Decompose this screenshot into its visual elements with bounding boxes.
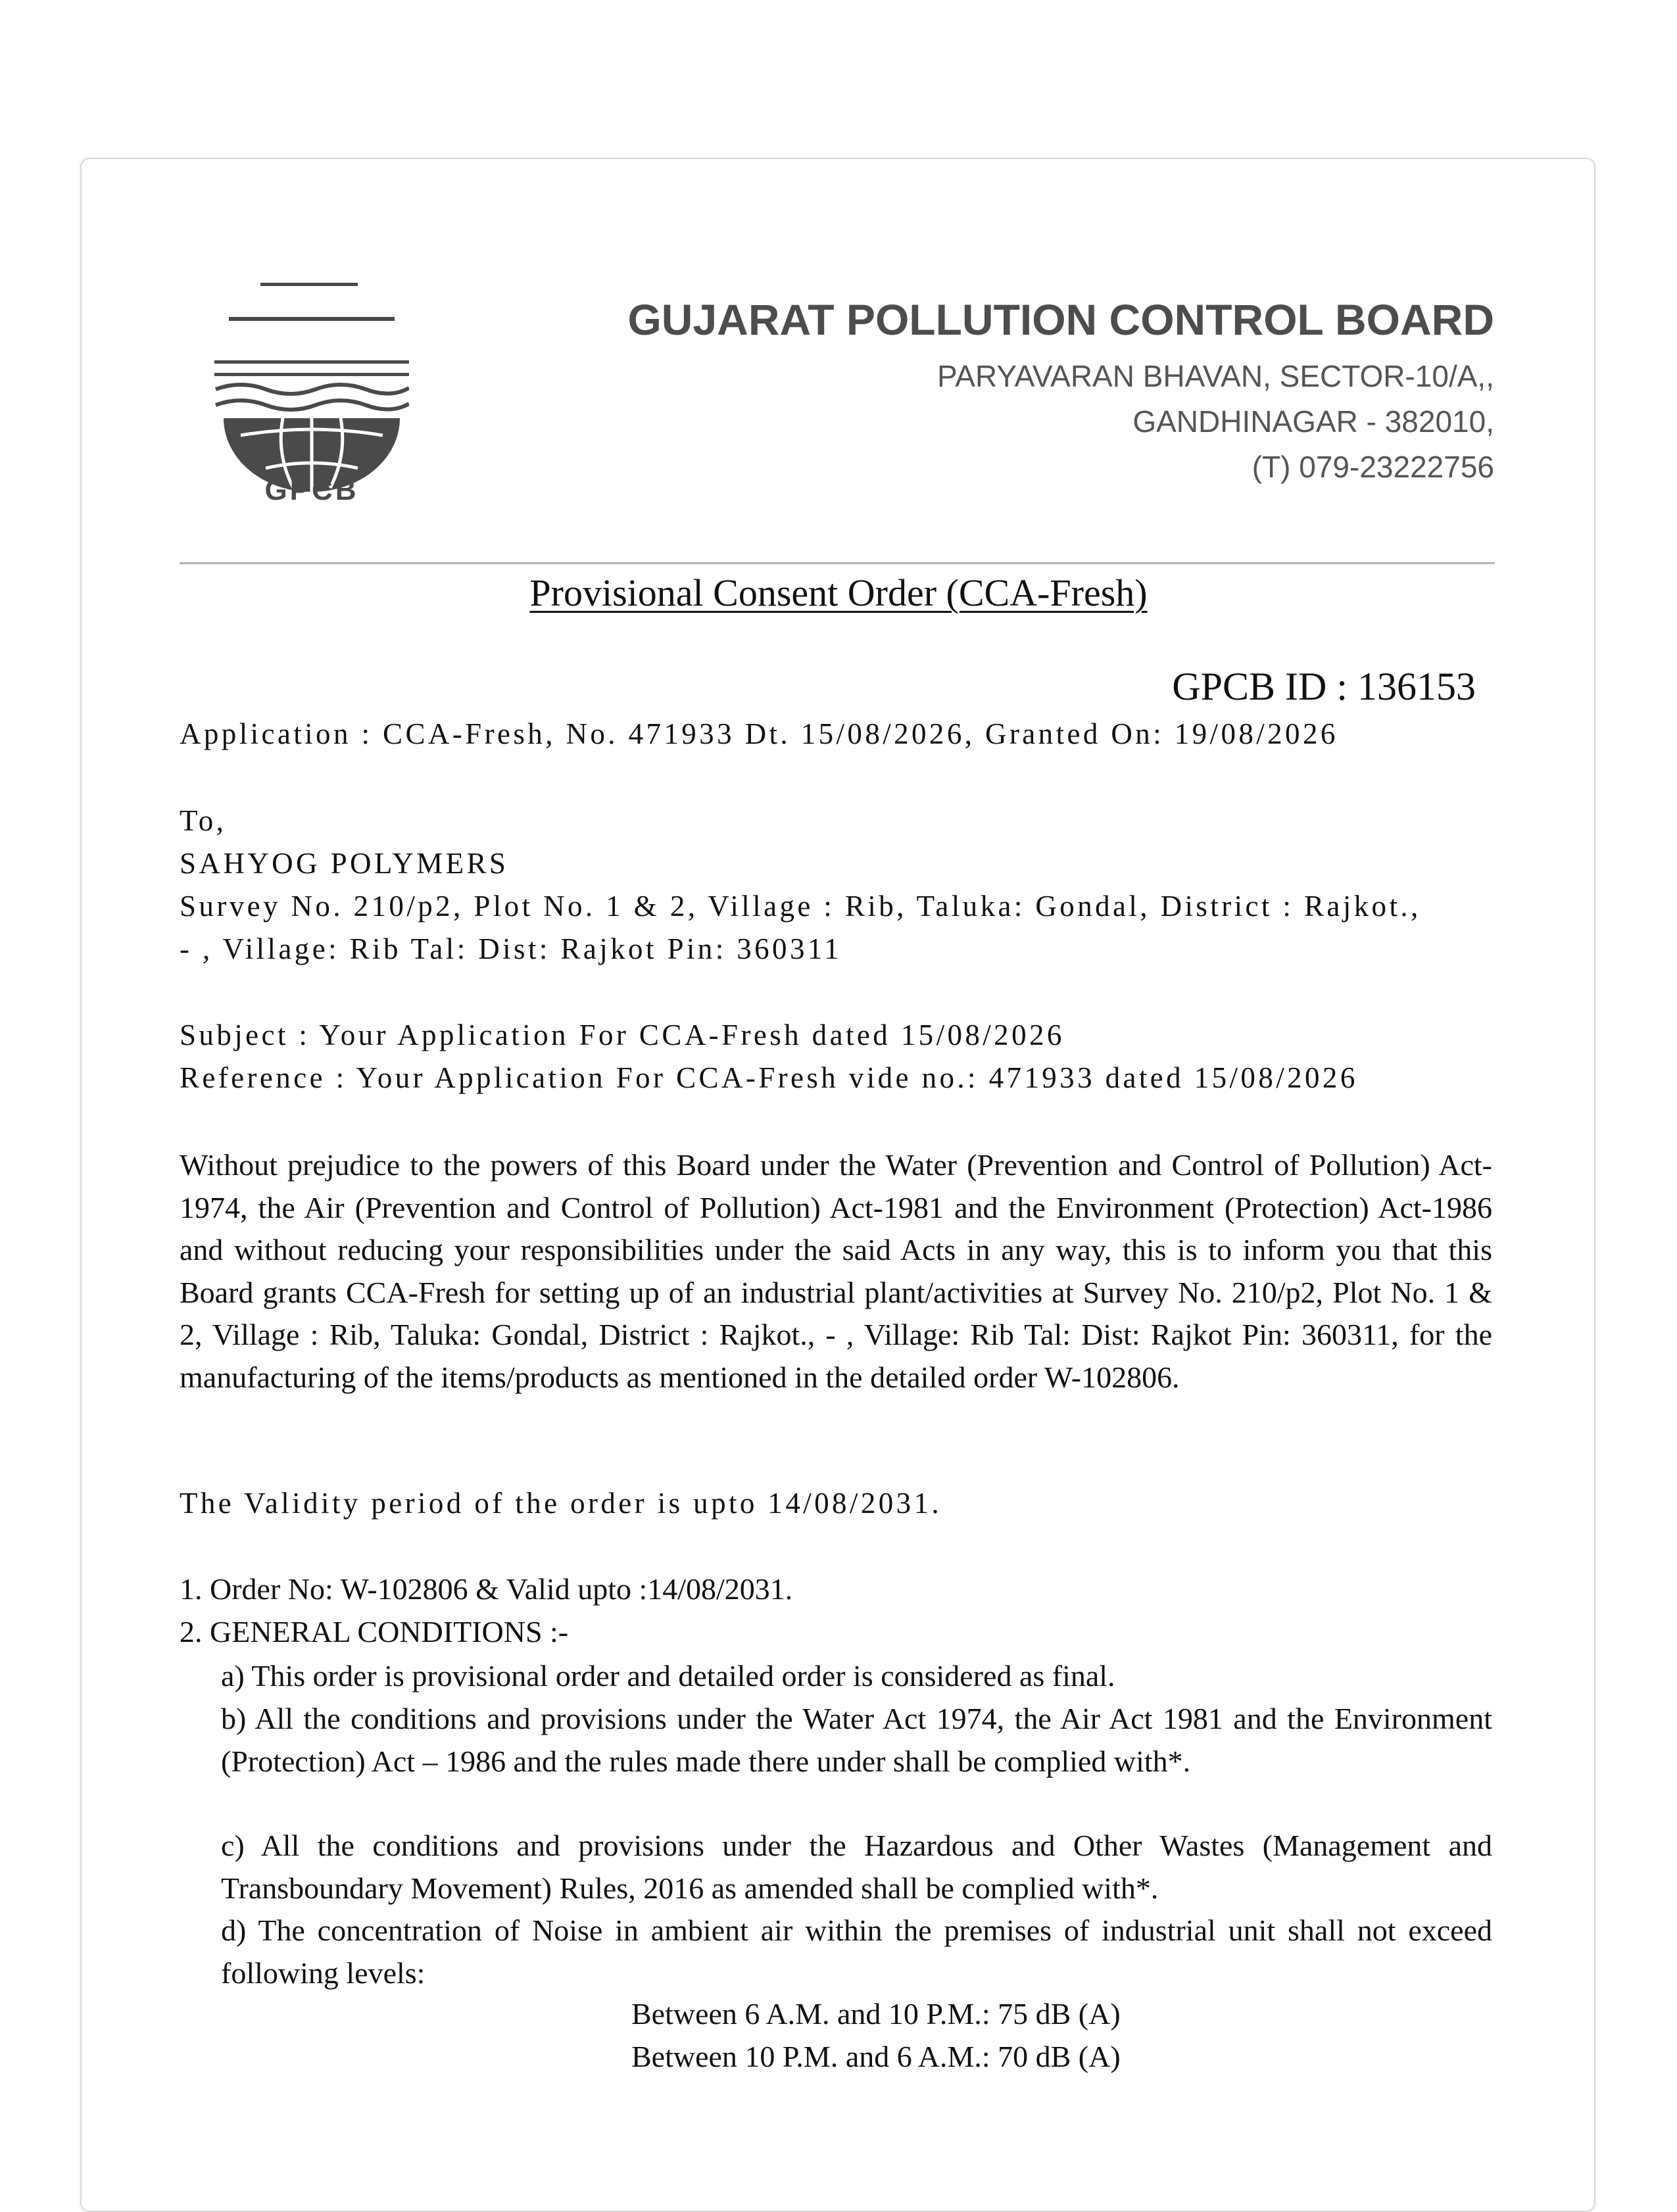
phone-number: (T) 079-23222756: [1252, 450, 1494, 484]
condition-b: b) All the conditions and provisions under the Water Act 1974, the Air Act 1981 and the Environment (Protection) Act – 1986 and the rules made there under shall be complied with*.: [221, 1702, 1492, 1778]
condition-d: d) The concentration of Noise in ambient air within the premises of industrial unit shall not exceed following levels:: [221, 1913, 1492, 1990]
addressee-address-line-1: Survey No. 210/p2, Plot No. 1 & 2, Village : Rib, Taluka: Gondal, District : Rajkot.,: [180, 890, 1421, 923]
condition-a: a) This order is provisional order and detailed order is considered as final.: [221, 1659, 1115, 1693]
noise-limit-night: Between 10 P.M. and 6 A.M.: 70 dB (A): [631, 2040, 1121, 2073]
body-paragraph: Without prejudice to the powers of this Board under the Water (Prevention and Control of Pollution) Act-1974, the Air (Prevention and Control of Pollution) Act-1981 and the Environment (Protection) Act-1986 and without reducing your responsibilities under the said Acts in any way, this is to inform you that this Board grants CCA-Fresh for setting up of an industrial plant/activities at Survey No. 210/p2, Plot No. 1 & 2, Village : Rib, Taluka: Gondal, District : Rajkot., - , Village: Rib Tal: Dist: Rajkot Pin: 360311, for the manufacturing of the items/products as mentioned in the detailed order W-102806.: [180, 1148, 1492, 1394]
validity-line: The Validity period of the order is upto 14/08/2031.: [180, 1487, 942, 1520]
salutation-to: To,: [180, 804, 227, 837]
reference-line: Reference : Your Application For CCA-Fresh vide no.: 471933 dated 15/08/2026: [180, 1061, 1358, 1094]
document-title-text: Provisional Consent Order (CCA-Fresh): [529, 571, 1148, 614]
noise-limit-day: Between 6 A.M. and 10 P.M.: 75 dB (A): [631, 1997, 1121, 2031]
addressee-name: SAHYOG POLYMERS: [180, 847, 509, 880]
gpcb-logo: [214, 283, 409, 506]
order-item-1: 1. Order No: W-102806 & Valid upto :14/08/2031.: [180, 1572, 793, 1606]
svg-text:GPCB: GPCB: [264, 474, 359, 506]
document-title: [0, 571, 1677, 615]
subject-line: Subject : Your Application For CCA-Fresh dated 15/08/2026: [180, 1019, 1065, 1051]
addressee-address-line-2: - , Village: Rib Tal: Dist: Rajkot Pin: 360311: [180, 932, 842, 965]
address-line-2: GANDHINAGAR - 382010,: [1132, 404, 1494, 439]
address-line-1: PARYAVARAN BHAVAN, SECTOR-10/A,,: [937, 359, 1494, 393]
gpcb-id: GPCB ID : 136153: [1172, 665, 1476, 708]
order-item-2: 2. GENERAL CONDITIONS :-: [180, 1615, 569, 1648]
condition-c: c) All the conditions and provisions under the Hazardous and Other Wastes (Management and Transboundary Movement) Rules, 2016 as amended shall be complied with*.: [221, 1829, 1492, 1905]
header-divider: [180, 562, 1495, 564]
application-line: Application : CCA-Fresh, No. 471933 Dt. 15/08/2026, Granted On: 19/08/2026: [180, 717, 1338, 750]
org-name: GUJARAT POLLUTION CONTROL BOARD: [627, 295, 1494, 344]
